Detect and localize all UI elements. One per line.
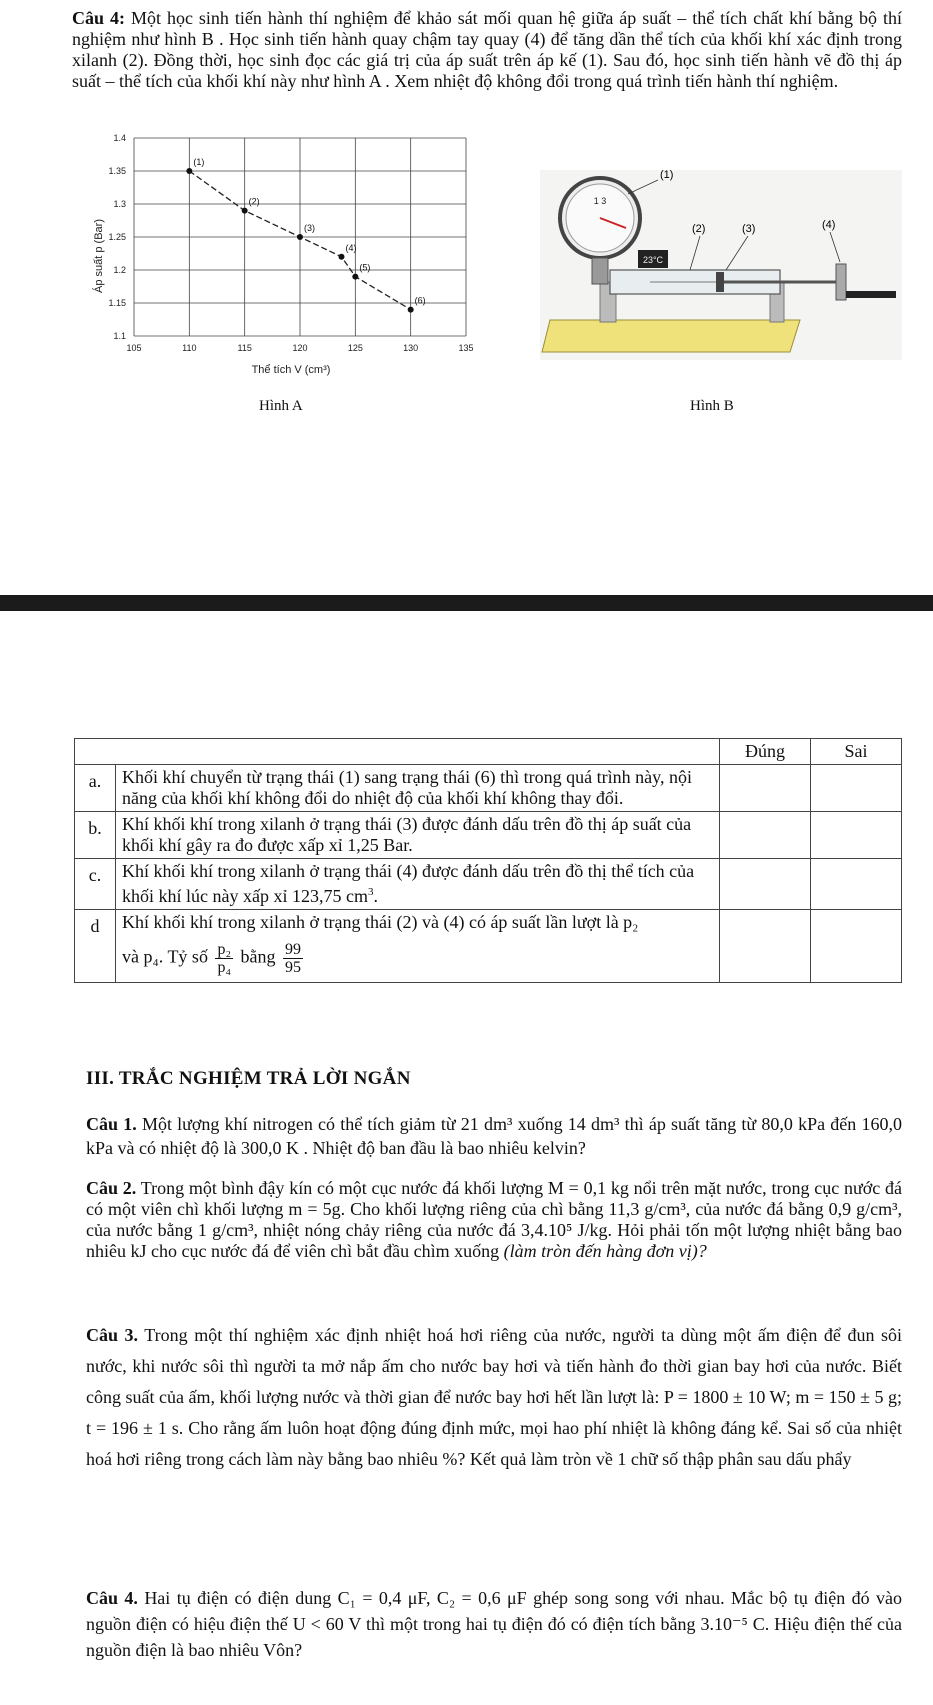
q3-text: Trong một thí nghiệm xác định nhiệt hoá hơi riêng của nước, người ta dùng một ấm điện để đun sôi nước, khi nước sôi thì người ta mở nắp ấm cho nước bay hơi và tiến hành đo thời gian bay hơi của nước. Biết công suất của ấm, khối lượng nước và thời gian để nước bay hơi hết lần lượt là: P = 1800 ± 10 W; m = 150 ± 5 g; t = 196 ± 1 s. Cho rằng ấm luôn hoạt động đúng định mức, mọi hao phí nhiệt là không đáng kể. Sai số của nhiệt hoá hơi riêng trong cách làm này bằng bao nhiêu %? Kết quả làm tròn về 1 chữ số thập phân sau dấu phẩy [86,1325,902,1469]
x-tick-label: 115 [237,343,252,353]
data-point [339,254,345,260]
true-false-table [74,738,902,983]
data-point-label: (4) [345,242,357,253]
row-statement [116,859,720,910]
table-row-a [75,765,902,812]
data-point-label: (2) [248,196,260,207]
label-3: (3) [742,223,756,235]
label-1: (1) [660,170,674,181]
row-statement: Khí khối khí trong xilanh ở trạng thái (3) được đánh dấu trên đồ thị áp suất của khối khí gây ra đo được xấp xỉ 1,25 Bar. [116,812,720,859]
data-point [242,208,248,214]
gauge-text: 1 3 [593,196,607,206]
value-fraction [283,941,303,976]
y-tick-label: 1.2 [113,265,126,275]
page-divider-bar [0,595,933,611]
data-point [186,168,192,174]
y-tick-label: 1.4 [113,133,126,143]
answer-sai-cell[interactable] [811,812,902,859]
data-point-label: (6) [414,295,426,306]
value-denominator: 95 [285,959,302,976]
y-tick-label: 1.35 [108,166,126,176]
x-tick-label: 130 [403,343,419,353]
short-question-4 [86,1585,902,1663]
figure-a-chart [86,128,496,378]
x-tick-label: 105 [126,343,142,353]
table-row-b [75,812,902,859]
data-point [352,274,358,280]
row-label: d [75,910,116,983]
row-label: c. [75,859,116,910]
y-tick-label: 1.3 [113,199,126,209]
x-tick-label: 135 [458,343,474,353]
short-question-2 [86,1178,902,1262]
table-header-row [75,739,902,765]
figure-b-caption: Hình B [690,398,734,414]
header-dung: Đúng [720,739,811,765]
short-question-1 [86,1112,902,1160]
x-tick-label: 125 [347,343,363,353]
figure-b-apparatus [540,170,902,360]
row-label: a. [75,765,116,812]
q2-text: Trong một bình đậy kín có một cục nước đá khối lượng M = 0,1 kg nổi trên mặt nước, trong cục nước đá có một viên chì khối lượng m = 5g. Cho khối lượng riêng của chì bằng 11,3 g/cm³, của nước đá bằng 0,9 g/cm³, của nước bằng 1 g/cm³, nhiệt nóng chảy riêng của nước đá 3,4.10⁵ J/kg. Hỏi phải tốn một lượng nhiệt bằng bao nhiêu kJ cho cục nước đá để viên chì bắt đầu chìm xuống [86,1178,902,1261]
row-c-sup: 3 [367,886,374,898]
answer-sai-cell[interactable] [811,910,902,983]
header-sai: Sai [811,739,902,765]
table-row-c [75,859,902,910]
q1-label: Câu 1. [86,1114,137,1134]
chart-y-title: Áp suất p (Bar) [93,219,105,293]
table-row-d [75,910,902,983]
chart-x-title: Thể tích V (cm³) [251,364,331,376]
answer-dung-cell[interactable] [720,812,811,859]
q3-label: Câu 3. [86,1325,139,1345]
chart-points [186,157,425,313]
data-point-label: (3) [304,223,315,233]
piston [716,272,724,292]
label-2: (2) [692,223,706,235]
x-tick-label: 120 [292,343,308,353]
chart-ticks [108,133,473,353]
row-d-line2a: và p₄. Tỷ số [122,946,208,967]
q2-italic: (làm tròn đến hàng đơn vị)? [503,1241,707,1261]
row-c-end: . [373,886,378,906]
label-4: (4) [822,219,836,231]
row-label: b. [75,812,116,859]
crank-wheel [836,264,846,300]
ratio-fraction [215,941,233,976]
data-point [297,234,303,240]
q1-text: Một lượng khí nitrogen có thể tích giảm từ 21 dm³ xuống 14 dm³ thì áp suất tăng từ 80,0 kPa đến 160,0 kPa và có nhiệt độ là 300,0 K . Nhiệt độ ban đầu là bao nhiêu kelvin? [86,1114,902,1158]
base-plate [542,320,800,352]
row-statement: Khối khí chuyển từ trạng thái (1) sang trạng thái (6) thì trong quá trình này, nội năng của khối khí không đổi do nhiệt độ của khối khí không thay đổi. [116,765,720,812]
crank-handle [846,291,896,298]
row-d-line2b: bằng [240,946,276,967]
answer-dung-cell[interactable] [720,859,811,910]
q4-label: Câu 4. [86,1588,138,1608]
gauge-stem [592,258,608,284]
data-point [408,307,414,313]
y-tick-label: 1.15 [108,298,126,308]
question-4-text: Một học sinh tiến hành thí nghiệm để khảo sát mối quan hệ giữa áp suất – thể tích chất khí bằng bộ thí nghiệm như hình B . Học sinh tiến hành quay chậm tay quay (4) để tăng dần thể tích của khối khí xác định trong xilanh (2). Đồng thời, học sinh đọc các giá trị của áp suất trên áp kế (1). Sau đó, học sinh tiến hành vẽ đồ thị áp suất – thể tích của khối khí này như hình A . Xem nhiệt độ không đổi trong quá trình tiến hành thí nghiệm. [72,8,902,91]
answer-dung-cell[interactable] [720,910,811,983]
q4-text: Hai tụ điện có điện dung C₁ = 0,4 μF, C₂ = 0,6 μF ghép song song với nhau. Mắc bộ tụ điện đó vào nguồn điện có hiệu điện thế U < 60 V thì một trong hai tụ điện đó có điện tích bằng 3.10⁻⁵ C. Hiệu điện thế của nguồn điện là bao nhiêu Vôn? [86,1588,902,1660]
ratio-denominator: p₄ [217,959,232,976]
q2-label: Câu 2. [86,1178,137,1198]
question-4-label: Câu 4: [72,8,125,28]
row-statement [116,910,720,983]
short-question-3 [86,1320,902,1475]
display-text: 23°C [642,255,664,265]
y-tick-label: 1.25 [108,232,126,242]
answer-sai-cell[interactable] [811,765,902,812]
section-title: III. TRẮC NGHIỆM TRẢ LỜI NGẮN [86,1068,411,1089]
answer-sai-cell[interactable] [811,859,902,910]
row-c-text: Khí khối khí trong xilanh ở trạng thái (4) được đánh dấu trên đồ thị thể tích của khối khí lúc này xấp xỉ 123,75 cm [122,861,695,906]
data-point-label: (5) [359,262,371,273]
question-4-intro [72,8,902,92]
row-d-line1: Khí khối khí trong xilanh ở trạng thái (2) và (4) có áp suất lần lượt là p₂ [122,912,639,932]
figure-a-caption: Hình A [259,398,303,414]
answer-dung-cell[interactable] [720,765,811,812]
ratio-numerator: p₂ [217,941,232,958]
value-numerator: 99 [285,941,302,958]
data-point-label: (1) [193,157,205,167]
y-tick-label: 1.1 [113,331,126,341]
x-tick-label: 110 [182,343,197,353]
